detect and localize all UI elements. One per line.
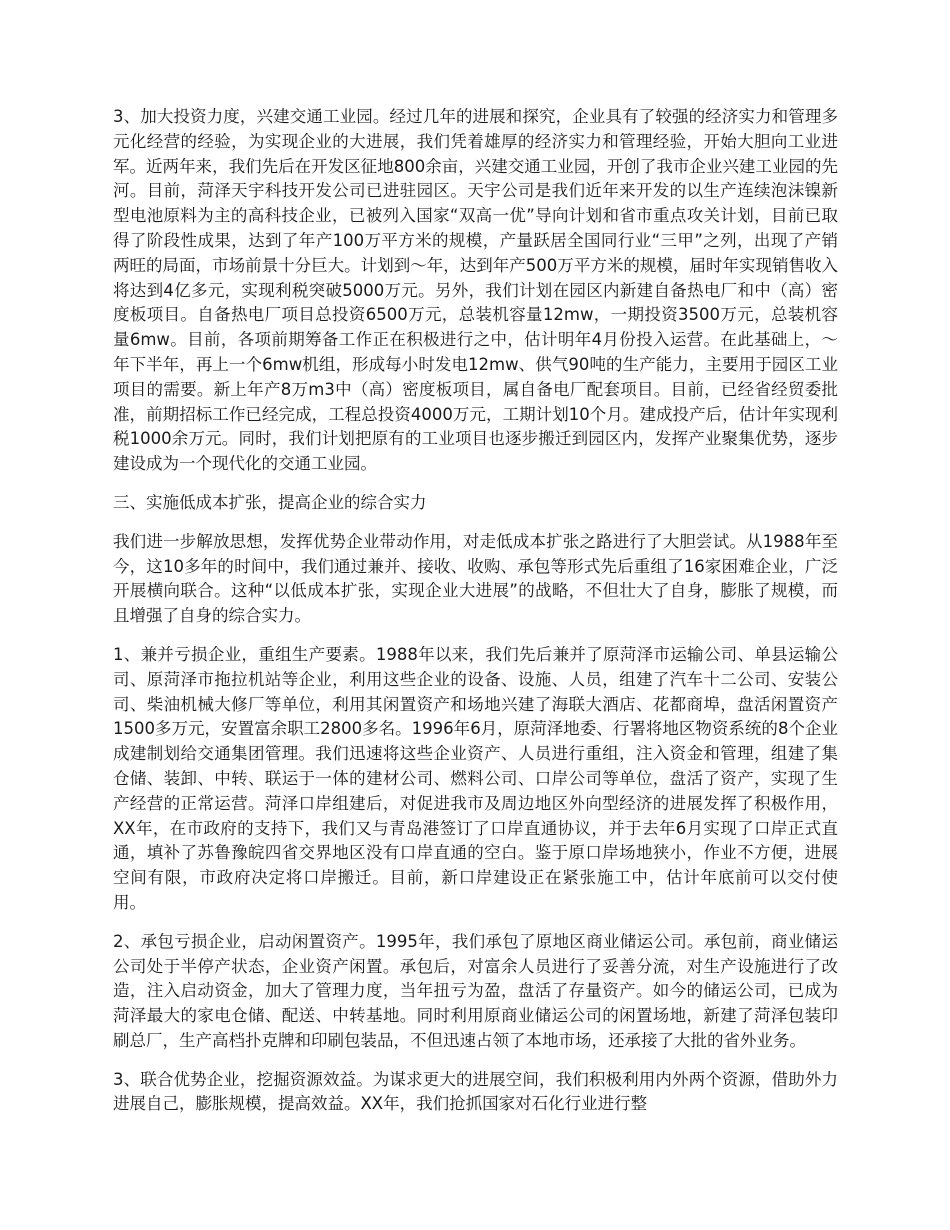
section-heading-low-cost-expansion: 三、实施低成本扩张，提高企业的综合实力 — [113, 492, 427, 512]
paragraph-contracting: 2、承包亏损企业，启动闲置资产。1995年，我们承包了原地区商业储运公司。承包前，商业储运公司处于半停产状态，企业资产闲置。承包后，对富余人员进行了妥善分流，对生产设施进行了改造，注入启动资金，加大了管理力度，当年扭亏为盈，盘活了存量资产。如今的储运公司，已成为菏泽最大的家电仓储、配送、中转基地。同时利用原商业储运公司的闲置场地，新建了菏泽包装印刷总厂，生产高档扑克牌和印刷包装品，不但迅速占领了本地市场，还承接了大批的省外业务。 — [113, 931, 838, 1050]
paragraph-industrial-park: 3、加大投资力度，兴建交通工业园。经过几年的进展和探究，企业具有了较强的经济实力和管理多元化经营的经验，为实现企业的大进展，我们凭着雄厚的经济实力和管理经验，开始大胆向工业进军。近两年来，我们先后在开发区征地800余亩，兴建交通工业园，开创了我市企业兴建工业园的先河。目前，菏泽天宇科技开发公司已进驻园区。天宇公司是我们近年来开发的以生产连续泡沫镍新型电池原料为主的高科技企业，已被列入国家“双高一优”导向计划和省市重点攻关计划，目前已取得了阶段性成果，达到了年产100万平方米的规模，产量跃居全国同行业“三甲”之列，出现了产销两旺的局面，市场前景十分巨大。计划到～年，达到年产500万平方米的规模，届时年实现销售收入将达到4亿多元，实现利税突破5000万元。另外，我们计划在园区内新建自备热电厂和中（高）密度板项目。自备热电厂项目总投资6500万元，总装机容量12mw，一期投资3500万元，总装机容量6mw。目前，各项前期筹备工作正在积极进行之中，估计明年4月份投入运营。在此基础上，～年下半年，再上一个6mw机组，形成每小时发电12mw、供气90吨的生产能力，主要用于园区工业项目的需要。新上年产8万m3中（高）密度板项目，属自备电厂配套项目。目前，已经省经贸委批准，前期招标工作已经完成，工程总投资4000万元，工期计划10个月。建成投产后，估计年实现利税1000余万元。同时，我们计划把原有的工业项目也逐步搬迁到园区内，发挥产业聚集优势，逐步建设成为一个现代化的交通工业园。 — [113, 107, 838, 474]
document-page — [113, 105, 838, 1131]
paragraph-expansion-intro: 我们进一步解放思想，发挥优势企业带动作用，对走低成本扩张之路进行了大胆尝试。从1988年至今，这10多年的时间中，我们通过兼并、接收、收购、承包等形式先后重组了16家困难企业，广泛开展横向联合。这种“以低成本扩张，实现企业大进展”的战略，不但壮大了自身，膨胀了规模，而且增强了自身的综合实力。 — [113, 531, 838, 626]
paragraph-merger: 1、兼并亏损企业，重组生产要素。1988年以来，我们先后兼并了原菏泽市运输公司、单县运输公司、原菏泽市拖拉机站等企业，利用这些企业的设备、设施、人员，组建了汽车十二公司、安装公司、柴油机械大修厂等单位，利用其闲置资产和场地兴建了海联大酒店、花都商埠，盘活闲置资产1500多万元，安置富余职工2800多名。1996年6月，原菏泽地委、行署将地区物资系统的8个企业成建制划给交通集团管理。我们迅速将这些企业资产、人员进行重组，注入资金和管理，组建了集仓储、装卸、中转、联运于一体的建材公司、燃料公司、口岸公司等单位，盘活了资产，实现了生产经营的正常运营。菏泽口岸组建后，对促进我市及周边地区外向型经济的进展发挥了积极作用，XX年，在市政府的支持下，我们又与青岛港签订了口岸直通协议，并于去年6月实现了口岸正式直通，填补了苏鲁豫皖四省交界地区没有口岸直通的空白。鉴于原口岸场地狭小，作业不方便，进展空间有限，市政府决定将口岸搬迁。目前，新口岸建设正在紧张施工中，估计年底前可以交付使用。 — [113, 644, 838, 912]
paragraph-alliance: 3、联合优势企业，挖掘资源效益。为谋求更大的进展空间，我们积极利用内外两个资源，借助外力进展自己，膨胀规模，提高效益。XX年，我们抢抓国家对石化行业进行整 — [113, 1069, 838, 1114]
